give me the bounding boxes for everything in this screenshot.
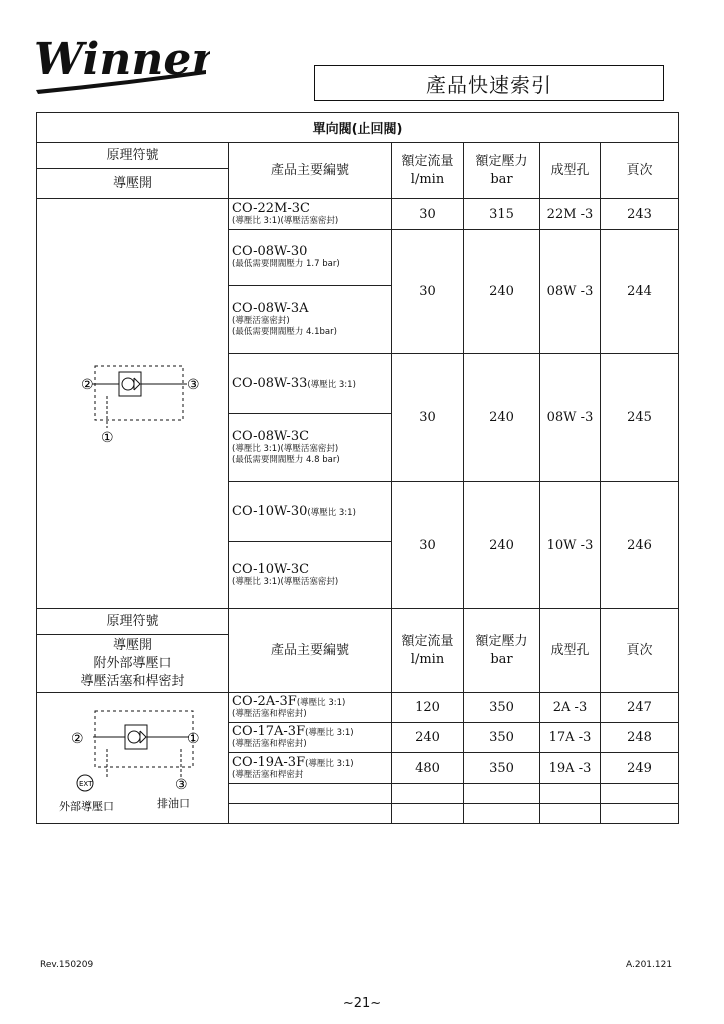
pressure-cell: 350 (464, 753, 540, 783)
group1-symbol-cell (37, 199, 229, 609)
pressure-cell: 315 (464, 199, 540, 230)
flow-cell: 30 (392, 354, 464, 482)
index-title: 產品快速索引 (426, 72, 552, 97)
page-cell: 248 (601, 723, 679, 753)
pressure-cell: 240 (464, 354, 540, 482)
code-cell: CO-22M-3C (導壓比 3:1)(導壓活塞密封) (229, 199, 392, 230)
empty-cell (540, 783, 601, 803)
empty-cell (540, 803, 601, 823)
code-cell: CO-10W-30(導壓比 3:1) (229, 482, 392, 542)
port-2-label: ② (71, 731, 84, 747)
port-1-label: ① (187, 731, 200, 747)
empty-cell (601, 803, 679, 823)
empty-cell (464, 803, 540, 823)
flow-header: 額定流量 l/min (392, 609, 464, 693)
flow-cell: 30 (392, 482, 464, 609)
cavity-cell: 2A -3 (540, 693, 601, 723)
port-3-label: ③ (175, 777, 188, 793)
code-header: 產品主要編號 (229, 609, 392, 693)
doc-code-label: A.201.121 (626, 960, 673, 970)
cavity-header: 成型孔 (540, 143, 601, 199)
flow-cell: 30 (392, 199, 464, 230)
cavity-cell: 17A -3 (540, 723, 601, 753)
port-2-label: ② (81, 376, 94, 393)
pilot-to-open-check-symbol (37, 342, 229, 462)
cavity-cell: 19A -3 (540, 753, 601, 783)
index-title-box (314, 65, 664, 101)
pressure-cell: 350 (464, 693, 540, 723)
flow-header: 額定流量 l/min (392, 143, 464, 199)
flow-cell: 120 (392, 693, 464, 723)
port-3-label: ③ (187, 376, 200, 393)
ext-port-label: EXT (79, 780, 93, 788)
page-cell: 243 (601, 199, 679, 230)
svg-text:Winner: Winner (34, 34, 210, 85)
group2-symbol-cell (37, 693, 229, 824)
section-title: 單向閥(止回閥) (37, 113, 679, 143)
empty-cell (392, 803, 464, 823)
page-cell: 246 (601, 482, 679, 609)
winner-logo (30, 28, 210, 100)
pressure-cell: 240 (464, 482, 540, 609)
external-pilot-check-symbol (37, 693, 229, 819)
cavity-cell: 08W -3 (540, 354, 601, 482)
cavity-header: 成型孔 (540, 609, 601, 693)
check-valve-table (36, 112, 679, 824)
page-cell: 249 (601, 753, 679, 783)
code-cell: CO-17A-3F(導壓比 3:1) (導壓活塞和桿密封) (229, 723, 392, 753)
code-header: 產品主要編號 (229, 143, 392, 199)
empty-cell (601, 783, 679, 803)
code-cell: CO-08W-33(導壓比 3:1) (229, 354, 392, 414)
symbol-header: 原理符號 (37, 143, 229, 169)
flow-cell: 480 (392, 753, 464, 783)
symbol-header: 原理符號 (37, 609, 229, 635)
cavity-cell: 08W -3 (540, 230, 601, 354)
group1-sub-label: 導壓開 (37, 169, 229, 199)
cavity-cell: 10W -3 (540, 482, 601, 609)
code-cell: CO-08W-3A (導壓活塞密封) (最低需要開閥壓力 4.1bar) (229, 286, 392, 354)
cavity-cell: 22M -3 (540, 199, 601, 230)
code-cell: CO-19A-3F(導壓比 3:1) (導壓活塞和桿密封 (229, 753, 392, 783)
empty-cell (229, 783, 392, 803)
code-cell: CO-10W-3C (導壓比 3:1)(導壓活塞密封) (229, 542, 392, 609)
revision-label: Rev.150209 (40, 960, 94, 970)
code-cell: CO-08W-30 (最低需要開閥壓力 1.7 bar) (229, 230, 392, 286)
code-cell: CO-08W-3C (導壓比 3:1)(導壓活塞密封) (最低需要開閥壓力 4.8 bar) (229, 414, 392, 482)
pressure-header: 額定壓力 bar (464, 143, 540, 199)
empty-cell (464, 783, 540, 803)
page-cell: 245 (601, 354, 679, 482)
port-1-label: ① (101, 429, 114, 446)
external-pilot-caption: 外部導壓口 (59, 800, 114, 813)
flow-cell: 240 (392, 723, 464, 753)
group2-sub-label: 導壓開 附外部導壓口 導壓活塞和桿密封 (37, 635, 229, 693)
empty-cell (392, 783, 464, 803)
empty-cell (229, 803, 392, 823)
pressure-cell: 350 (464, 723, 540, 753)
page-cell: 244 (601, 230, 679, 354)
pressure-header: 額定壓力 bar (464, 609, 540, 693)
page-number: ~21~ (342, 996, 382, 1011)
pressure-cell: 240 (464, 230, 540, 354)
page-header: 頁次 (601, 143, 679, 199)
flow-cell: 30 (392, 230, 464, 354)
code-cell: CO-2A-3F(導壓比 3:1) (導壓活塞和桿密封) (229, 693, 392, 723)
drain-caption: 排油口 (157, 797, 190, 810)
page-header: 頁次 (601, 609, 679, 693)
page-cell: 247 (601, 693, 679, 723)
